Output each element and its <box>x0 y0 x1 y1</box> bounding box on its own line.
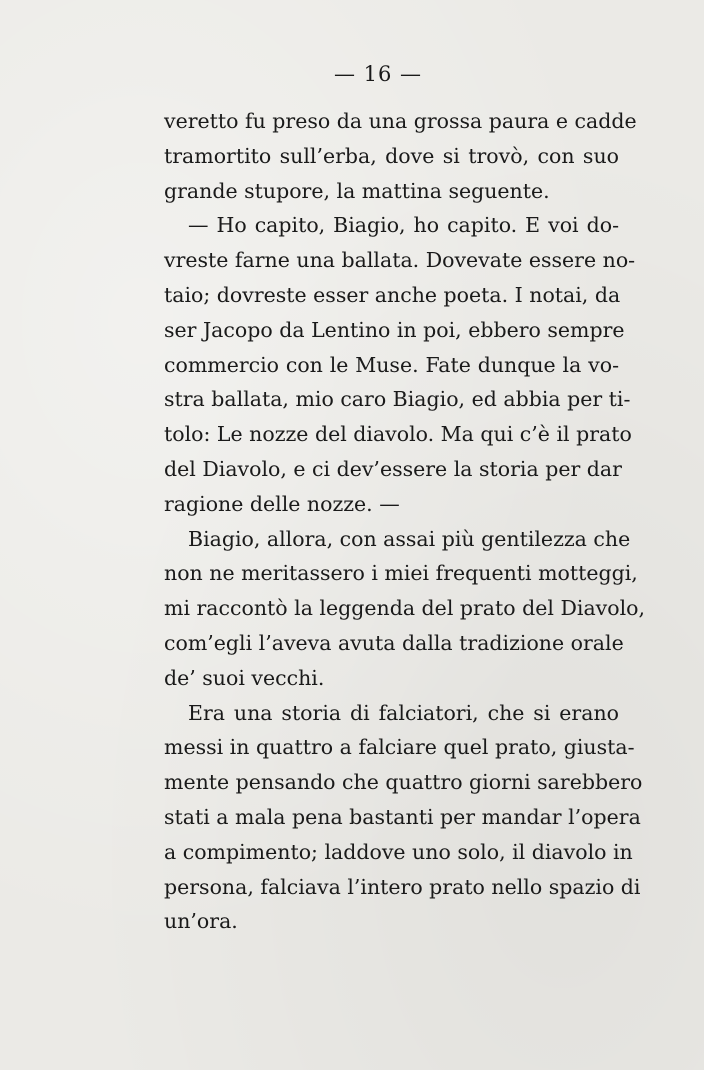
text-line: non ne meritassero i miei frequenti motteggi, <box>164 561 638 586</box>
text-line: stati a mala pena bastanti per mandar l’opera <box>164 804 641 829</box>
text-line: ser Jacopo da Lentino in poi, ebbero sempre <box>164 317 625 342</box>
text-line: de’ suoi vecchi. <box>164 665 325 690</box>
text-line: Era una storia di falciatori, che si erano <box>188 700 619 725</box>
text-line: Biagio, allora, con assai più gentilezza che <box>188 526 631 551</box>
text-line: stra ballata, mio caro Biagio, ed abbia per ti- <box>164 387 631 412</box>
text-line: un’ora. <box>164 909 238 934</box>
text-line: taio; dovreste esser anche poeta. I notai, da <box>164 282 621 307</box>
text-line: persona, falciava l’intero prato nello spazio di <box>164 874 641 899</box>
text-line: tramortito sull’erba, dove si trovò, con suo <box>164 143 619 168</box>
text-line: mi raccontò la leggenda del prato del Diavolo, <box>164 596 646 621</box>
text-line: ragione delle nozze. — <box>164 491 400 516</box>
paragraph-3 <box>164 522 646 696</box>
text-line: a compimento; laddove uno solo, il diavolo in <box>164 839 633 864</box>
text-line: del Diavolo, e ci dev’essere la storia per dar <box>164 456 622 481</box>
paragraph-4 <box>164 696 643 940</box>
text-line: com’egli l’aveva avuta dalla tradizione orale <box>164 630 624 655</box>
page-number: — 16 — <box>333 62 423 86</box>
body-text <box>164 104 646 939</box>
text-line: messi in quattro a falciare quel prato, giusta- <box>164 735 635 760</box>
paragraph-1 <box>164 104 637 208</box>
text-line: grande stupore, la mattina seguente. <box>164 178 550 203</box>
text-line: tolo: Le nozze del diavolo. Ma qui c’è il prato <box>164 422 632 447</box>
text-line: commercio con le Muse. Fate dunque la vo- <box>164 352 619 377</box>
text-line: — Ho capito, Biagio, ho capito. E voi do- <box>188 213 619 238</box>
text-line: veretto fu preso da una grossa paura e cadde <box>164 109 637 133</box>
text-line: mente pensando che quattro giorni sarebbero <box>164 770 643 795</box>
paragraph-2 <box>164 208 636 521</box>
text-line: vreste farne una ballata. Dovevate essere no- <box>164 248 636 273</box>
